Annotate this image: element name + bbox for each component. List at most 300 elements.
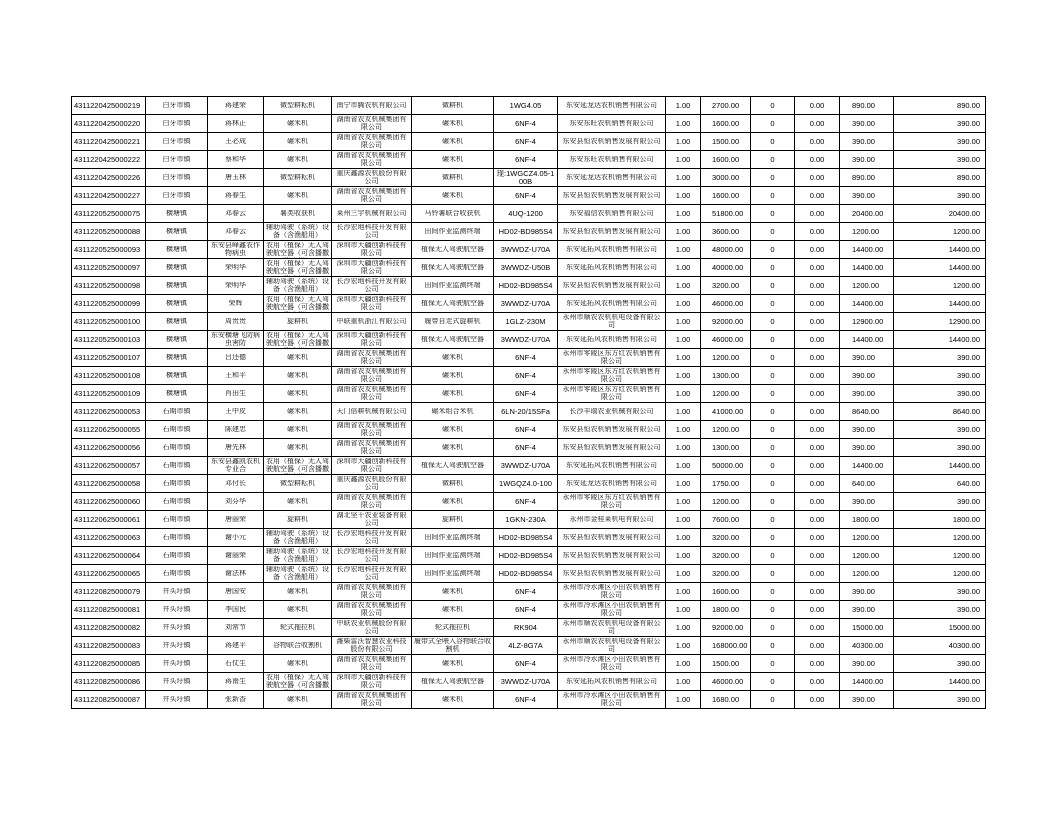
- town-text: 石期市镇: [162, 443, 191, 451]
- buyer-cell: [208, 223, 264, 241]
- dealer-cell: [558, 133, 666, 151]
- unit-price-text: 46000.00: [712, 677, 744, 686]
- dealer-cell: [558, 115, 666, 133]
- buyer-text: 东安县峰鑫农作物病虫: [211, 241, 260, 257]
- purchase-id-cell: [72, 493, 146, 511]
- zero-amount-text: 0.00: [809, 119, 825, 128]
- town-cell: [146, 133, 208, 151]
- zero-count-text: 0: [770, 209, 775, 218]
- zero-amount-text: 0.00: [809, 407, 825, 416]
- quantity-text: 1.00: [675, 389, 691, 398]
- town-text: 横塘镇: [166, 245, 187, 253]
- model-cell: [494, 223, 558, 241]
- zero-amount-text: 0.00: [809, 461, 825, 470]
- table-row: [72, 349, 986, 367]
- machine-category-text: 轮式拖拉机: [280, 623, 315, 631]
- machine-category-text: 农用（植保）无人驾驶航空器（可含播撒: [266, 259, 329, 275]
- purchase-id-text: 4311220625000055: [74, 425, 141, 434]
- town-text: 横塘镇: [166, 227, 187, 235]
- quantity-text: 1.00: [675, 281, 691, 290]
- model-cell: [494, 691, 558, 709]
- town-text: 横塘镇: [166, 281, 187, 289]
- town-cell: [146, 205, 208, 223]
- product-name-cell: [412, 133, 494, 151]
- subsidy-text: 15000.00: [852, 623, 884, 632]
- total-subsidy-cell: [894, 241, 986, 259]
- zero-count-text: 0: [770, 173, 775, 182]
- zero-amount-text: 0.00: [809, 695, 825, 704]
- unit-price-text: 41000.00: [712, 407, 744, 416]
- manufacturer-cell: [332, 475, 412, 493]
- table-row: [72, 475, 986, 493]
- manufacturer-text: 湖南省农友机械集团有限公司: [336, 367, 407, 383]
- buyer-cell: [208, 295, 264, 313]
- town-text: 横塘镇: [166, 209, 187, 217]
- manufacturer-text: 潍柴雷沃智慧农业科技股份有限公司: [336, 637, 407, 653]
- dealer-text: 东安延龙达农机销售有限公司: [566, 479, 657, 487]
- zero-count-cell: [751, 565, 795, 583]
- machine-category-text: 辅助驾驶（系统）设备（含渔船用）: [266, 547, 329, 563]
- machine-category-text: 碾米机: [287, 155, 308, 163]
- machine-category-cell: [264, 529, 332, 547]
- model-text: 6NF-4: [515, 497, 536, 506]
- buyer-cell: [208, 331, 264, 349]
- quantity-text: 1.00: [675, 461, 691, 470]
- model-text: 6NF-4: [515, 425, 536, 434]
- dealer-cell: [558, 421, 666, 439]
- manufacturer-cell: [332, 241, 412, 259]
- zero-count-cell: [751, 367, 795, 385]
- subsidy-text: 14400.00: [852, 245, 884, 254]
- subsidy-cell: [840, 241, 894, 259]
- table-row: [72, 277, 986, 295]
- subsidy-cell: [840, 637, 894, 655]
- product-name-text: 碾米机: [442, 155, 463, 163]
- dealer-text: 永州市零陵区东方红农机销售有限公司: [562, 385, 661, 401]
- buyer-cell: [208, 151, 264, 169]
- table-row: [72, 367, 986, 385]
- purchase-id-text: 4311220625000063: [74, 533, 141, 542]
- purchase-id-text: 4311220525000098: [74, 281, 141, 290]
- subsidy-text: 20400.00: [852, 209, 884, 218]
- model-text: HD02-BD985S4: [498, 533, 553, 542]
- product-name-cell: [412, 385, 494, 403]
- product-name-text: 履带式全喂入谷物联合收割机: [414, 637, 491, 653]
- buyer-text: 东安县鑫凯农机专业合: [211, 457, 260, 473]
- zero-amount-cell: [795, 241, 840, 259]
- machine-category-text: 碾米机: [287, 587, 308, 595]
- subsidy-text: 890.00: [852, 173, 875, 182]
- total-subsidy-text: 1200.00: [952, 551, 980, 560]
- product-name-text: 碾米机: [442, 119, 463, 127]
- quantity-text: 1.00: [675, 443, 691, 452]
- zero-amount-cell: [795, 583, 840, 601]
- dealer-cell: [558, 367, 666, 385]
- manufacturer-text: 湖南省农友机械集团有限公司: [336, 385, 407, 401]
- product-name-cell: [412, 511, 494, 529]
- unit-price-cell: [701, 169, 751, 187]
- product-name-text: 碾米机: [442, 425, 463, 433]
- manufacturer-cell: [332, 115, 412, 133]
- quantity-text: 1.00: [675, 155, 691, 164]
- manufacturer-cell: [332, 169, 412, 187]
- subsidy-text: 390.00: [852, 587, 875, 596]
- buyer-text: 东安横塘飞防病虫害防: [211, 331, 260, 347]
- town-text: 石期市镇: [162, 479, 191, 487]
- zero-amount-text: 0.00: [809, 443, 825, 452]
- zero-amount-cell: [795, 385, 840, 403]
- quantity-cell: [666, 385, 701, 403]
- product-name-cell: [412, 547, 494, 565]
- total-subsidy-cell: [894, 583, 986, 601]
- total-subsidy-text: 1200.00: [952, 227, 980, 236]
- manufacturer-text: 深圳市大疆创新科技有限公司: [336, 457, 407, 473]
- manufacturer-text: 湖南省农友机械集团有限公司: [336, 187, 407, 203]
- purchase-id-text: 4311220825000079: [74, 587, 141, 596]
- dealer-cell: [558, 259, 666, 277]
- quantity-text: 1.00: [675, 335, 691, 344]
- manufacturer-text: 中联农业机械股份有限公司: [336, 619, 407, 635]
- total-subsidy-cell: [894, 205, 986, 223]
- buyer-text: 谢法林: [225, 569, 246, 577]
- purchase-id-text: 4311220625000058: [74, 479, 141, 488]
- table-row: [72, 187, 986, 205]
- buyer-cell: [208, 187, 264, 205]
- zero-count-cell: [751, 295, 795, 313]
- model-text: 6LN-20/15SFa: [501, 407, 550, 416]
- manufacturer-cell: [332, 187, 412, 205]
- zero-amount-cell: [795, 421, 840, 439]
- unit-price-text: 1600.00: [712, 191, 740, 200]
- zero-amount-cell: [795, 187, 840, 205]
- zero-count-text: 0: [770, 569, 775, 578]
- zero-count-cell: [751, 223, 795, 241]
- town-text: 横塘镇: [166, 317, 187, 325]
- purchase-id-cell: [72, 565, 146, 583]
- table-row: [72, 655, 986, 673]
- purchase-id-cell: [72, 223, 146, 241]
- subsidy-cell: [840, 619, 894, 637]
- zero-amount-cell: [795, 151, 840, 169]
- zero-count-text: 0: [770, 191, 775, 200]
- zero-amount-text: 0.00: [809, 263, 825, 272]
- quantity-text: 1.00: [675, 695, 691, 704]
- product-name-text: 碾米机: [442, 695, 463, 703]
- table-row: [72, 421, 986, 439]
- total-subsidy-cell: [894, 133, 986, 151]
- machine-category-cell: [264, 493, 332, 511]
- buyer-text: 王和平: [225, 371, 246, 379]
- table-row: [72, 637, 986, 655]
- town-cell: [146, 457, 208, 475]
- town-cell: [146, 439, 208, 457]
- manufacturer-text: 湖南省农友机械集团有限公司: [336, 583, 407, 599]
- purchase-id-text: 4311220525000109: [74, 389, 141, 398]
- zero-amount-text: 0.00: [809, 515, 825, 524]
- buyer-text: 唐先林: [225, 443, 246, 451]
- zero-count-cell: [751, 475, 795, 493]
- manufacturer-text: 湖南省农友机械集团有限公司: [336, 115, 407, 131]
- dealer-cell: [558, 673, 666, 691]
- manufacturer-cell: [332, 259, 412, 277]
- buyer-text: 邓付长: [225, 479, 246, 487]
- purchase-id-text: 4311220625000057: [74, 461, 141, 470]
- model-text: 6NF-4: [515, 155, 536, 164]
- purchase-id-cell: [72, 151, 146, 169]
- manufacturer-text: 天门倍耕机械有限公司: [336, 407, 407, 415]
- manufacturer-cell: [332, 619, 412, 637]
- unit-price-cell: [701, 385, 751, 403]
- dealer-cell: [558, 151, 666, 169]
- total-subsidy-text: 390.00: [957, 497, 980, 506]
- buyer-cell: [208, 619, 264, 637]
- zero-amount-cell: [795, 313, 840, 331]
- purchase-id-text: 4311220525000100: [74, 317, 141, 326]
- manufacturer-text: 湖南省农友机械集团有限公司: [336, 151, 407, 167]
- total-subsidy-text: 14400.00: [948, 263, 980, 272]
- zero-amount-cell: [795, 169, 840, 187]
- table-row: [72, 601, 986, 619]
- unit-price-cell: [701, 511, 751, 529]
- dealer-text: 东安县恒农机销售发展有限公司: [562, 137, 661, 145]
- unit-price-cell: [701, 313, 751, 331]
- total-subsidy-cell: [894, 637, 986, 655]
- manufacturer-cell: [332, 565, 412, 583]
- dealer-text: 永州市零陵区东方红农机销售有限公司: [562, 349, 661, 365]
- purchase-id-cell: [72, 547, 146, 565]
- purchase-id-text: 4311220525000107: [74, 353, 141, 362]
- dealer-text: 东安县恒农机销售发展有限公司: [562, 191, 661, 199]
- subsidy-cell: [840, 169, 894, 187]
- product-name-cell: [412, 457, 494, 475]
- town-text: 横塘镇: [166, 263, 187, 271]
- town-cell: [146, 277, 208, 295]
- unit-price-text: 50000.00: [712, 461, 744, 470]
- total-subsidy-text: 1200.00: [952, 281, 980, 290]
- subsidy-cell: [840, 421, 894, 439]
- dealer-cell: [558, 619, 666, 637]
- purchase-id-text: 4311220425000221: [74, 137, 141, 146]
- machine-category-text: 微型耕耘机: [280, 101, 315, 109]
- total-subsidy-text: 640.00: [957, 479, 980, 488]
- unit-price-cell: [701, 691, 751, 709]
- model-text: 6NF-4: [515, 389, 536, 398]
- subsidy-cell: [840, 151, 894, 169]
- quantity-cell: [666, 205, 701, 223]
- buyer-cell: [208, 367, 264, 385]
- subsidy-cell: [840, 493, 894, 511]
- buyer-cell: [208, 439, 264, 457]
- total-subsidy-text: 890.00: [957, 173, 980, 182]
- subsidy-text: 890.00: [852, 101, 875, 110]
- zero-count-text: 0: [770, 389, 775, 398]
- unit-price-text: 1300.00: [712, 443, 740, 452]
- zero-count-cell: [751, 403, 795, 421]
- purchase-id-cell: [72, 457, 146, 475]
- machine-category-cell: [264, 385, 332, 403]
- zero-amount-cell: [795, 457, 840, 475]
- model-cell: [494, 151, 558, 169]
- dealer-cell: [558, 241, 666, 259]
- total-subsidy-text: 390.00: [957, 155, 980, 164]
- purchase-id-cell: [72, 97, 146, 115]
- subsidy-text: 14400.00: [852, 677, 884, 686]
- manufacturer-cell: [332, 385, 412, 403]
- dealer-cell: [558, 601, 666, 619]
- table-row: [72, 439, 986, 457]
- model-cell: [494, 349, 558, 367]
- table-row: [72, 403, 986, 421]
- total-subsidy-cell: [894, 259, 986, 277]
- machine-category-text: 碾米机: [287, 425, 308, 433]
- buyer-text: 吕还德: [225, 353, 246, 361]
- machine-category-cell: [264, 421, 332, 439]
- unit-price-cell: [701, 277, 751, 295]
- town-cell: [146, 601, 208, 619]
- town-text: 石期市镇: [162, 569, 191, 577]
- model-cell: [494, 385, 558, 403]
- machine-category-text: 辅助驾驶（系统）设备（含渔船用）: [266, 223, 329, 239]
- zero-amount-text: 0.00: [809, 533, 825, 542]
- buyer-cell: [208, 115, 264, 133]
- dealer-text: 东安县恒农机销售发展有限公司: [562, 569, 661, 577]
- quantity-cell: [666, 493, 701, 511]
- manufacturer-text: 南宁市腾农机有限公司: [336, 101, 407, 109]
- town-text: 横塘镇: [166, 335, 187, 343]
- product-name-cell: [412, 331, 494, 349]
- town-cell: [146, 259, 208, 277]
- product-name-cell: [412, 367, 494, 385]
- zero-amount-text: 0.00: [809, 641, 825, 650]
- table-row: [72, 565, 986, 583]
- model-text: 3WWDZ-U70A: [500, 461, 551, 470]
- table-row: [72, 115, 986, 133]
- product-name-text: 田间作业监测终端: [424, 569, 481, 577]
- total-subsidy-text: 390.00: [957, 353, 980, 362]
- subsidy-text: 640.00: [852, 479, 875, 488]
- quantity-cell: [666, 655, 701, 673]
- product-name-cell: [412, 421, 494, 439]
- purchase-id-text: 4311220825000087: [74, 695, 141, 704]
- manufacturer-cell: [332, 151, 412, 169]
- zero-amount-cell: [795, 133, 840, 151]
- manufacturer-text: 重庆鑫源农机股份有限公司: [336, 169, 407, 185]
- zero-amount-text: 0.00: [809, 317, 825, 326]
- purchase-id-text: 4311220825000083: [74, 641, 141, 650]
- model-cell: [494, 133, 558, 151]
- town-cell: [146, 331, 208, 349]
- zero-count-cell: [751, 637, 795, 655]
- subsidy-text: 390.00: [852, 605, 875, 614]
- model-cell: [494, 493, 558, 511]
- town-text: 石期市镇: [162, 461, 191, 469]
- unit-price-cell: [701, 367, 751, 385]
- unit-price-cell: [701, 529, 751, 547]
- town-cell: [146, 223, 208, 241]
- subsidy-cell: [840, 511, 894, 529]
- product-name-text: 植保无人驾驶航空器: [421, 299, 484, 307]
- dealer-text: 永州市冷水滩区小田农机销售有限公司: [562, 583, 661, 599]
- quantity-text: 1.00: [675, 173, 691, 182]
- total-subsidy-cell: [894, 601, 986, 619]
- purchase-id-cell: [72, 169, 146, 187]
- total-subsidy-cell: [894, 529, 986, 547]
- quantity-text: 1.00: [675, 515, 691, 524]
- table-row: [72, 583, 986, 601]
- machine-category-text: 辅助驾驶（系统）设备（含渔船用）: [266, 277, 329, 293]
- dealer-cell: [558, 583, 666, 601]
- zero-count-cell: [751, 583, 795, 601]
- town-cell: [146, 673, 208, 691]
- dealer-text: 东安县恒农机销售发展有限公司: [562, 533, 661, 541]
- manufacturer-cell: [332, 601, 412, 619]
- buyer-text: 王中皮: [225, 407, 246, 415]
- zero-count-text: 0: [770, 497, 775, 506]
- dealer-text: 东安延拓风农机销售有限公司: [566, 677, 657, 685]
- total-subsidy-text: 40300.00: [948, 641, 980, 650]
- product-name-cell: [412, 205, 494, 223]
- zero-amount-cell: [795, 529, 840, 547]
- town-text: 井头圩镇: [162, 623, 191, 631]
- model-cell: [494, 277, 558, 295]
- machine-category-text: 农用（植保）无人驾驶航空器（可含播撒: [266, 241, 329, 257]
- zero-count-cell: [751, 493, 795, 511]
- zero-count-cell: [751, 529, 795, 547]
- product-name-cell: [412, 277, 494, 295]
- machine-category-text: 碾米机: [287, 137, 308, 145]
- manufacturer-text: 重庆鑫源农机股份有限公司: [336, 475, 407, 491]
- total-subsidy-text: 14400.00: [948, 245, 980, 254]
- dealer-text: 永州市冷水滩区小田农机销售有限公司: [562, 655, 661, 671]
- dealer-text: 东安东旺农机销售有限公司: [569, 119, 654, 127]
- zero-amount-cell: [795, 223, 840, 241]
- subsidy-cell: [840, 115, 894, 133]
- quantity-text: 1.00: [675, 299, 691, 308]
- zero-count-cell: [751, 115, 795, 133]
- product-name-text: 碾米机: [442, 605, 463, 613]
- model-cell: [494, 421, 558, 439]
- zero-amount-cell: [795, 673, 840, 691]
- zero-amount-text: 0.00: [809, 371, 825, 380]
- manufacturer-cell: [332, 277, 412, 295]
- unit-price-text: 1750.00: [712, 479, 740, 488]
- town-text: 白牙市镇: [162, 155, 191, 163]
- zero-count-cell: [751, 151, 795, 169]
- quantity-text: 1.00: [675, 245, 691, 254]
- model-cell: [494, 601, 558, 619]
- zero-count-cell: [751, 97, 795, 115]
- town-text: 井头圩镇: [162, 587, 191, 595]
- unit-price-cell: [701, 601, 751, 619]
- subsidy-cell: [840, 601, 894, 619]
- purchase-id-text: 4311220825000081: [74, 605, 141, 614]
- dealer-text: 东安延拓风农机销售有限公司: [566, 263, 657, 271]
- dealer-cell: [558, 277, 666, 295]
- manufacturer-cell: [332, 205, 412, 223]
- zero-amount-text: 0.00: [809, 191, 825, 200]
- unit-price-text: 1800.00: [712, 605, 740, 614]
- subsidy-text: 14400.00: [852, 461, 884, 470]
- machine-category-text: 旋耕机: [287, 515, 308, 523]
- table-row: [72, 223, 986, 241]
- machine-category-cell: [264, 241, 332, 259]
- dealer-cell: [558, 385, 666, 403]
- subsidy-text: 1800.00: [852, 515, 880, 524]
- zero-count-cell: [751, 349, 795, 367]
- zero-amount-cell: [795, 259, 840, 277]
- model-text: 6NF-4: [515, 659, 536, 668]
- town-text: 石期市镇: [162, 551, 191, 559]
